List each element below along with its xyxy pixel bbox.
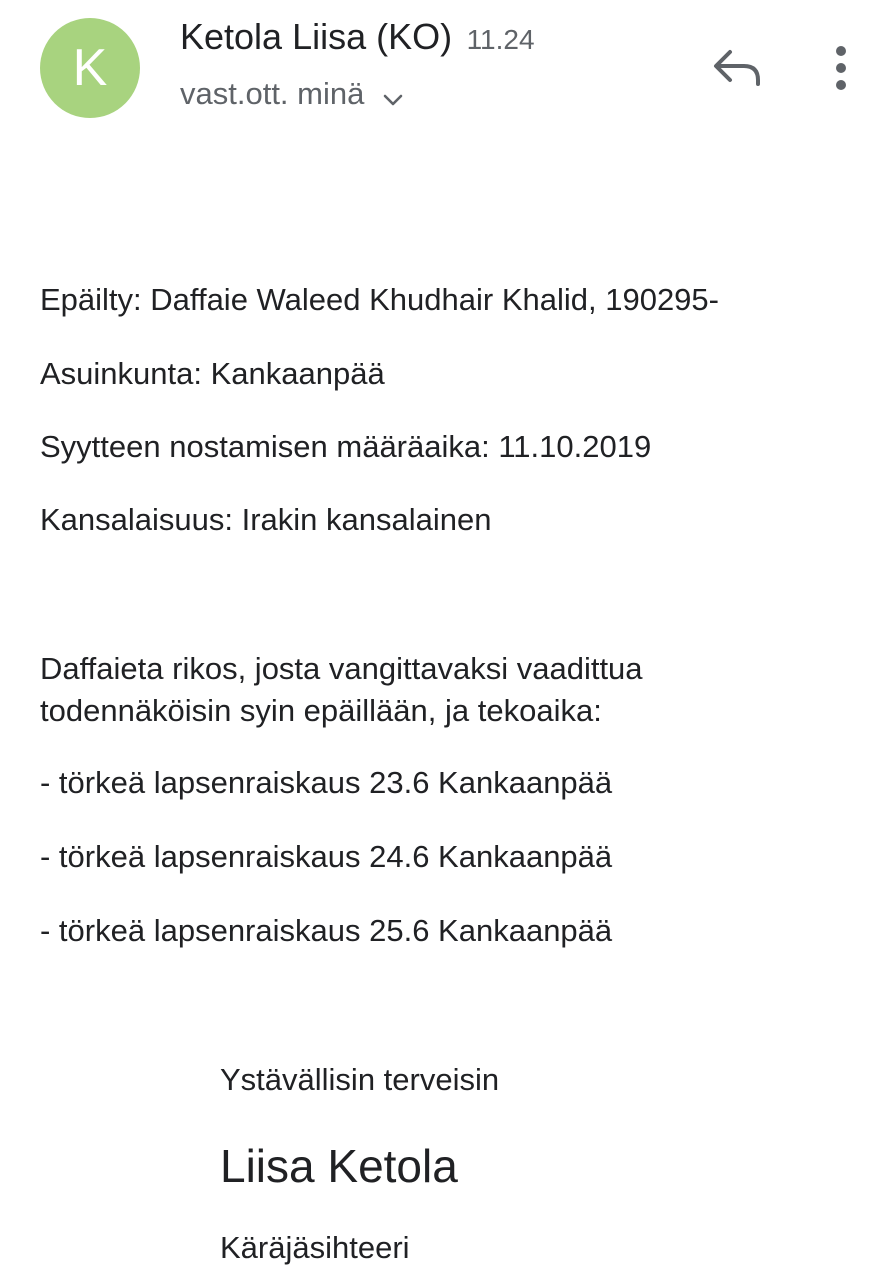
signature-title: Käräjäsihteeri xyxy=(220,1230,410,1265)
more-options-button[interactable] xyxy=(824,44,858,92)
sent-time: 11.24 xyxy=(466,24,535,55)
municipality-line: Asuinkunta: Kankaanpää xyxy=(40,356,385,391)
sender-avatar[interactable]: K xyxy=(40,18,140,118)
citizenship-line: Kansalaisuus: Irakin kansalainen xyxy=(40,502,492,537)
sender-line xyxy=(180,16,535,58)
crime-item: - törkeä lapsenraiskaus 24.6 Kankaanpää xyxy=(40,839,613,874)
chevron-down-icon[interactable] xyxy=(382,83,404,105)
crime-item: - törkeä lapsenraiskaus 23.6 Kankaanpää xyxy=(40,765,613,800)
deadline-line: Syytteen nostamisen määräaika: 11.10.2019 xyxy=(40,429,652,464)
email-header xyxy=(0,0,896,130)
reply-icon xyxy=(712,46,764,90)
sender-name[interactable]: Ketola Liisa (KO) xyxy=(180,16,453,57)
recipient-toggle[interactable] xyxy=(180,76,404,112)
crime-intro-line-2: todennäköisin syin epäillään, ja tekoaika: xyxy=(40,693,602,728)
signature-greeting: Ystävällisin terveisin xyxy=(220,1062,500,1097)
signature-name: Liisa Ketola xyxy=(220,1140,458,1192)
recipient-label: vast.ott. minä xyxy=(180,76,365,111)
more-vert-icon xyxy=(824,44,858,92)
reply-button[interactable] xyxy=(712,46,764,90)
crime-item: - törkeä lapsenraiskaus 25.6 Kankaanpää xyxy=(40,913,613,948)
crime-intro-line-1: Daffaieta rikos, josta vangittavaksi vaadittua xyxy=(40,651,643,686)
suspect-line: Epäilty: Daffaie Waleed Khudhair Khalid, 190295- xyxy=(40,282,719,317)
